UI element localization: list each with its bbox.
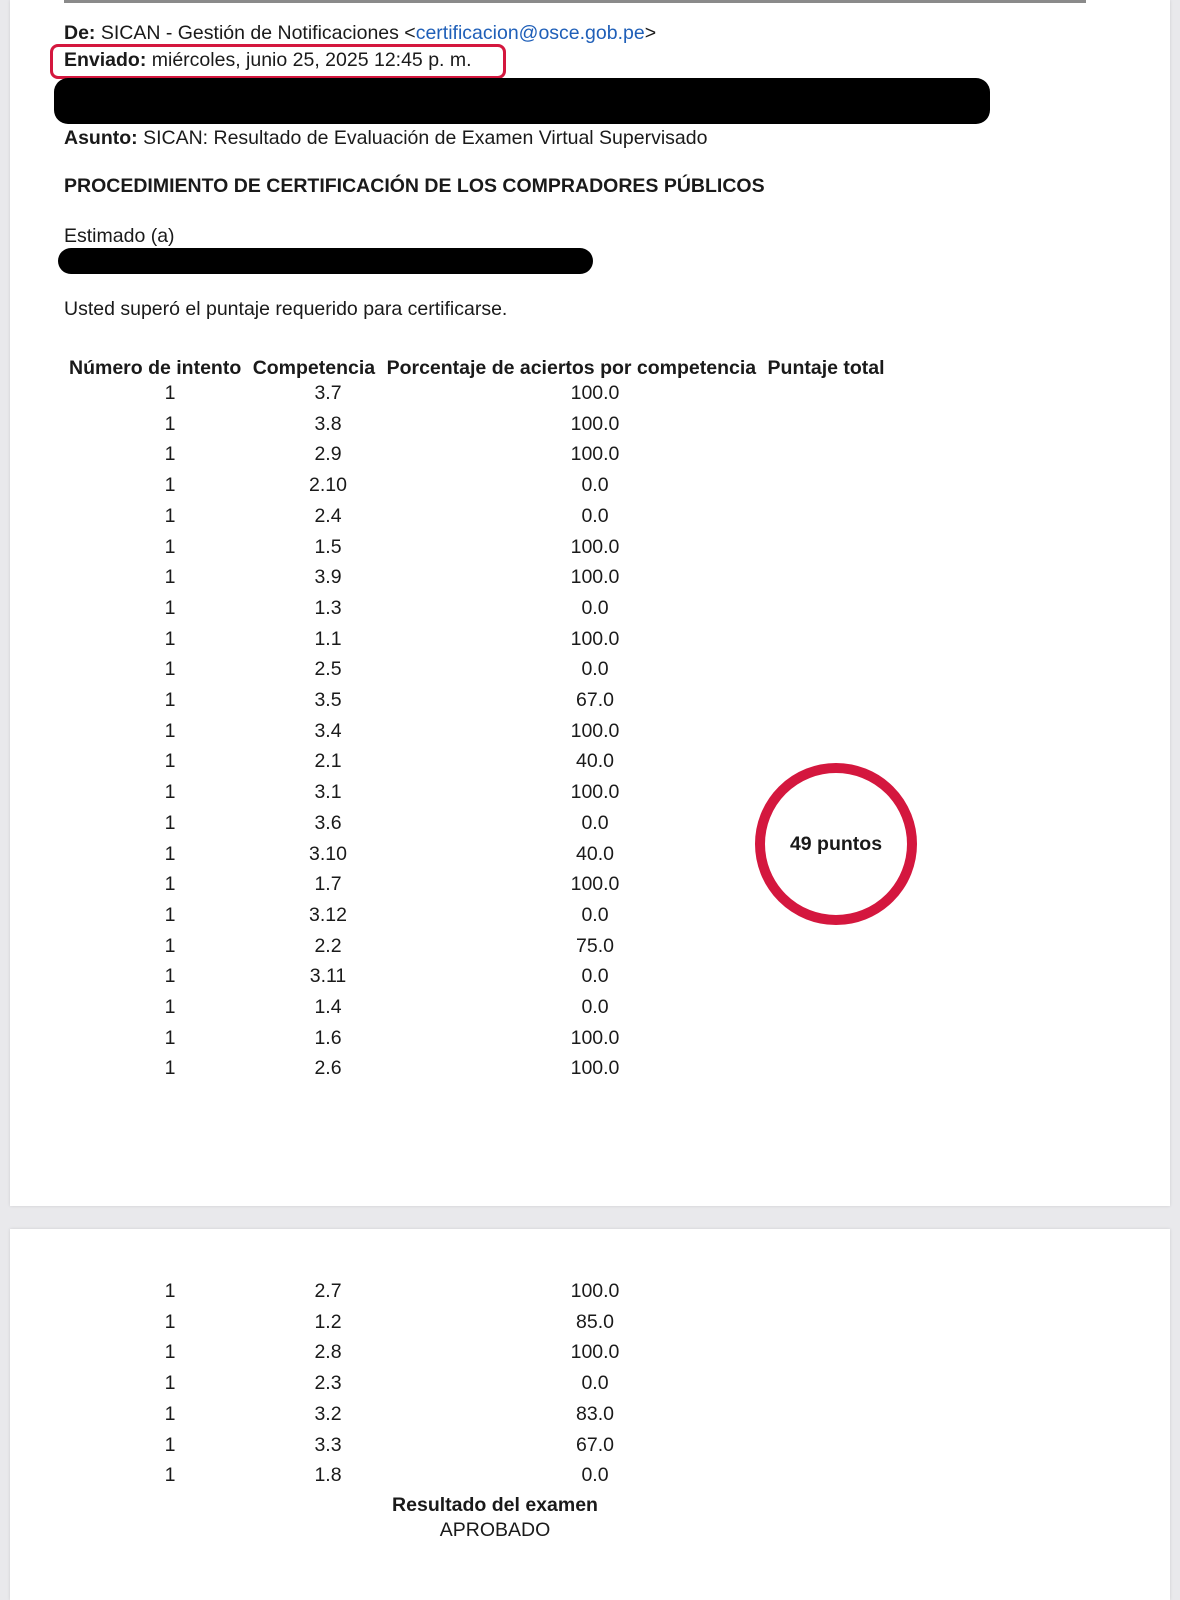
table-header xyxy=(69,357,891,380)
cell-attempt: 1 xyxy=(164,535,176,558)
cell-percentage: 100.0 xyxy=(570,1057,620,1080)
table-row xyxy=(0,812,1160,843)
table-row xyxy=(0,628,1160,659)
result-value: APROBADO xyxy=(439,1519,551,1541)
cell-competence: 1.2 xyxy=(314,1310,342,1333)
cell-attempt: 1 xyxy=(164,750,176,773)
cell-percentage: 0.0 xyxy=(581,1464,609,1487)
cell-attempt: 1 xyxy=(164,996,176,1018)
table-row xyxy=(0,382,1160,413)
cell-competence: 1.4 xyxy=(314,996,342,1018)
cell-attempt: 1 xyxy=(164,1464,176,1487)
redaction-name xyxy=(58,248,593,274)
cell-competence: 2.3 xyxy=(314,1372,342,1395)
table-row xyxy=(0,1372,1160,1403)
cell-competence: 2.8 xyxy=(314,1341,342,1364)
cell-competence: 3.2 xyxy=(314,1402,342,1425)
cell-attempt: 1 xyxy=(164,903,176,926)
cell-percentage: 100.0 xyxy=(570,566,620,589)
cell-attempt: 1 xyxy=(164,842,176,865)
cell-attempt: 1 xyxy=(164,412,176,435)
cell-competence: 3.10 xyxy=(309,842,347,865)
cell-percentage: 100.0 xyxy=(570,1026,620,1049)
cell-percentage: 100.0 xyxy=(570,781,620,804)
from-sender: SICAN - Gestión de Notificaciones < xyxy=(100,22,416,44)
sent-line xyxy=(64,49,472,72)
cell-competence: 3.4 xyxy=(314,719,342,742)
cell-competence: 1.1 xyxy=(314,627,342,650)
cell-percentage: 67.0 xyxy=(576,689,614,711)
cell-percentage: 100.0 xyxy=(570,719,620,742)
cell-attempt: 1 xyxy=(164,1310,176,1333)
cell-percentage: 100.0 xyxy=(570,535,620,558)
from-label: De: xyxy=(64,22,96,44)
table-row xyxy=(0,1403,1160,1434)
cell-attempt: 1 xyxy=(164,1433,176,1456)
cell-percentage: 40.0 xyxy=(576,750,614,773)
table-row xyxy=(0,873,1160,904)
cell-percentage: 85.0 xyxy=(576,1310,614,1333)
cell-competence: 3.3 xyxy=(314,1433,342,1456)
procedure-heading: PROCEDIMIENTO DE CERTIFICACIÓN DE LOS COMPRADORES PÚBLICOS xyxy=(64,175,765,197)
cell-attempt: 1 xyxy=(164,658,176,681)
cell-competence: 2.9 xyxy=(314,443,342,466)
from-close: > xyxy=(644,22,657,44)
cell-attempt: 1 xyxy=(164,781,176,804)
table-row xyxy=(0,505,1160,536)
table-row xyxy=(0,843,1160,874)
column-header-percentage: Porcentaje de aciertos por competencia xyxy=(386,357,757,379)
cell-competence: 2.1 xyxy=(314,750,342,773)
table-row xyxy=(0,597,1160,628)
table-row xyxy=(0,1311,1160,1342)
cell-competence: 2.6 xyxy=(314,1057,342,1080)
cell-attempt: 1 xyxy=(164,811,176,834)
cell-competence: 1.6 xyxy=(314,1026,342,1049)
cell-attempt: 1 xyxy=(164,1026,176,1049)
cell-attempt: 1 xyxy=(164,965,176,988)
table-row xyxy=(0,536,1160,567)
greeting-text: Estimado (a) xyxy=(64,225,175,247)
cell-attempt: 1 xyxy=(164,382,176,404)
from-email-link[interactable]: certificacion@osce.gob.pe xyxy=(415,22,645,44)
cell-competence: 2.2 xyxy=(314,934,342,957)
subject-label: Asunto: xyxy=(64,127,138,149)
total-score-value: 49 puntos xyxy=(789,832,883,855)
cell-attempt: 1 xyxy=(164,1402,176,1425)
column-header-competence: Competencia xyxy=(252,357,376,379)
cell-attempt: 1 xyxy=(164,1372,176,1395)
table-row xyxy=(0,443,1160,474)
cell-percentage: 75.0 xyxy=(576,934,614,957)
cell-competence: 2.4 xyxy=(314,504,342,527)
cell-competence: 3.8 xyxy=(314,412,342,435)
cell-percentage: 0.0 xyxy=(581,474,609,497)
table-row xyxy=(0,689,1160,720)
cell-percentage: 100.0 xyxy=(570,873,620,896)
cell-attempt: 1 xyxy=(164,504,176,527)
table-row xyxy=(0,474,1160,505)
table-row xyxy=(0,1280,1160,1311)
table-row xyxy=(0,904,1160,935)
cell-competence: 3.7 xyxy=(314,382,342,404)
cell-attempt: 1 xyxy=(164,566,176,589)
sent-value: miércoles, junio 25, 2025 12:45 p. m. xyxy=(151,49,472,71)
table-row xyxy=(0,413,1160,444)
cell-competence: 2.10 xyxy=(309,474,347,497)
cell-percentage: 100.0 xyxy=(570,627,620,650)
header-divider xyxy=(64,0,1086,3)
table-row xyxy=(0,720,1160,751)
subject-value: SICAN: Resultado de Evaluación de Examen Virtual Supervisado xyxy=(143,127,708,149)
cell-competence: 1.5 xyxy=(314,535,342,558)
cell-competence: 1.7 xyxy=(314,873,342,896)
cell-competence: 3.11 xyxy=(309,965,347,988)
cell-competence: 2.7 xyxy=(314,1280,342,1302)
table-row xyxy=(0,996,1160,1027)
table-row xyxy=(0,1341,1160,1372)
cell-attempt: 1 xyxy=(164,596,176,619)
cell-percentage: 0.0 xyxy=(581,996,609,1018)
cell-percentage: 0.0 xyxy=(581,504,609,527)
cell-attempt: 1 xyxy=(164,474,176,497)
cell-percentage: 0.0 xyxy=(581,658,609,681)
cell-percentage: 100.0 xyxy=(570,443,620,466)
cell-attempt: 1 xyxy=(164,689,176,711)
cell-percentage: 40.0 xyxy=(576,842,614,865)
table-row xyxy=(0,750,1160,781)
table-row xyxy=(0,965,1160,996)
cell-competence: 3.5 xyxy=(314,689,342,711)
cell-percentage: 100.0 xyxy=(570,412,620,435)
result-message: Usted superó el puntaje requerido para certificarse. xyxy=(64,298,508,320)
cell-percentage: 0.0 xyxy=(581,811,609,834)
cell-percentage: 0.0 xyxy=(581,903,609,926)
cell-percentage: 83.0 xyxy=(576,1402,614,1425)
cell-attempt: 1 xyxy=(164,443,176,466)
total-score-circle xyxy=(755,763,917,925)
cell-competence: 2.5 xyxy=(314,658,342,681)
cell-competence: 3.9 xyxy=(314,566,342,589)
cell-competence: 1.8 xyxy=(314,1464,342,1487)
table-row xyxy=(0,935,1160,966)
table-row xyxy=(0,781,1160,812)
subject-line xyxy=(64,127,707,150)
cell-percentage: 0.0 xyxy=(581,1372,609,1395)
cell-percentage: 67.0 xyxy=(576,1433,614,1456)
sent-label: Enviado: xyxy=(64,49,147,71)
from-line xyxy=(64,22,656,45)
redaction-recipient xyxy=(54,78,990,124)
table-row xyxy=(0,658,1160,689)
column-header-attempt: Número de intento xyxy=(69,357,242,379)
cell-percentage: 100.0 xyxy=(570,1341,620,1364)
cell-percentage: 100.0 xyxy=(570,382,620,404)
table-row xyxy=(0,1464,1160,1495)
cell-competence: 3.12 xyxy=(309,903,347,926)
cell-attempt: 1 xyxy=(164,1280,176,1302)
cell-percentage: 0.0 xyxy=(581,596,609,619)
cell-attempt: 1 xyxy=(164,1057,176,1080)
cell-competence: 1.3 xyxy=(314,596,342,619)
cell-attempt: 1 xyxy=(164,934,176,957)
cell-percentage: 100.0 xyxy=(570,1280,620,1302)
result-label: Resultado del examen xyxy=(392,1494,598,1516)
cell-attempt: 1 xyxy=(164,873,176,896)
cell-competence: 3.6 xyxy=(314,811,342,834)
table-row xyxy=(0,1057,1160,1088)
cell-attempt: 1 xyxy=(164,627,176,650)
table-row xyxy=(0,1027,1160,1058)
column-header-total: Puntaje total xyxy=(767,357,885,379)
cell-percentage: 0.0 xyxy=(581,965,609,988)
table-row xyxy=(0,566,1160,597)
cell-competence: 3.1 xyxy=(314,781,342,804)
cell-attempt: 1 xyxy=(164,719,176,742)
table-row xyxy=(0,1434,1160,1465)
cell-attempt: 1 xyxy=(164,1341,176,1364)
